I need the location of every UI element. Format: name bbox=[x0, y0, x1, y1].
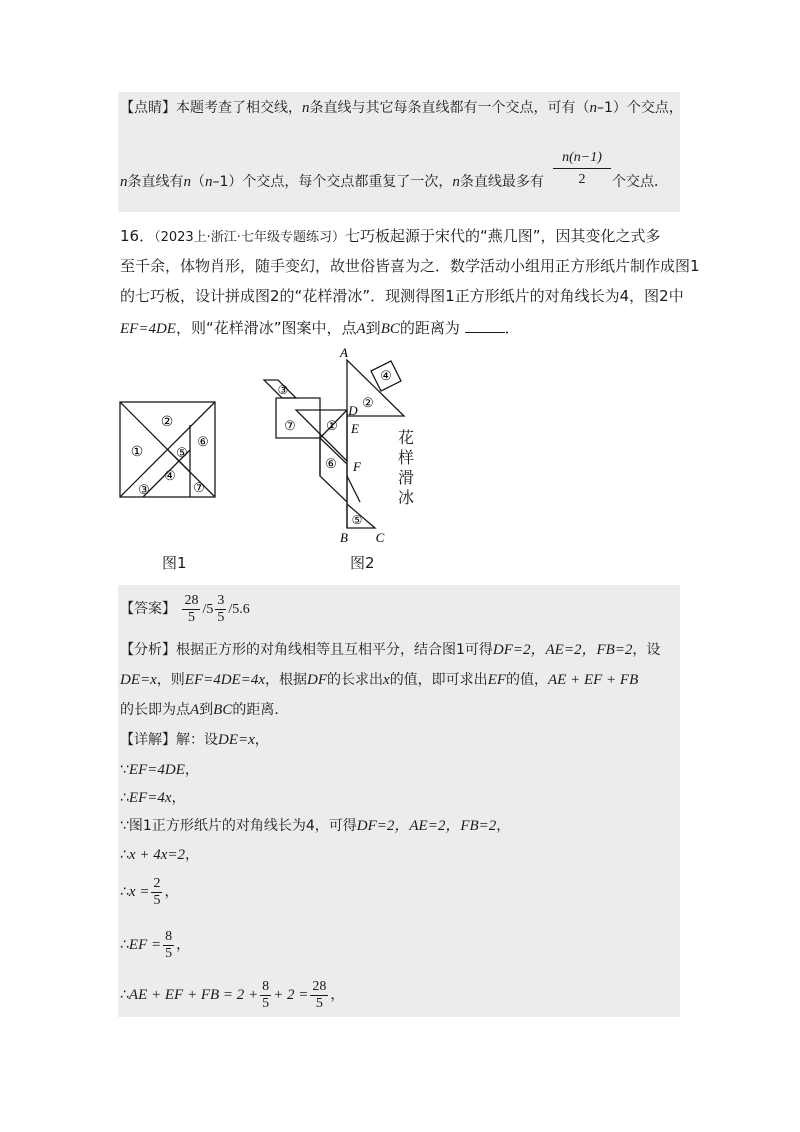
fig2-label-1: ① bbox=[326, 418, 338, 433]
question-line-3: 的七巧板，设计拼成图2的“花样滑冰”．现测得图1正方形纸片的对角线长为4，图2中 bbox=[120, 287, 684, 305]
comment-fraction: n(n−1) 2 bbox=[553, 150, 611, 188]
detail-frac-sum-1: $\frac{8}{5}$ bbox=[262, 978, 270, 1011]
fig2-point-d: D bbox=[348, 403, 358, 418]
fig2-title: 花 样 滑 冰 bbox=[397, 428, 414, 507]
fig1-label-1: ① bbox=[130, 445, 144, 460]
fig2-point-f: F bbox=[353, 459, 361, 474]
analysis-line-2: DE=x，则EF=4DE=4x，根据DF的长求出x的值，即可求出EF的值，AE + EF + FB bbox=[120, 672, 639, 688]
answer-fraction: $\frac{28}{5}$ bbox=[184, 592, 199, 625]
fig2-label-7: ⑦ bbox=[284, 418, 296, 433]
fig2-label-2: ② bbox=[362, 395, 374, 410]
fig1-label-6: ⑥ bbox=[197, 434, 209, 449]
question-line-4: EF=4DE，则“花样滑冰”图案中，点A到BC的距离为 ． bbox=[120, 319, 520, 337]
detail-label: 【详解】 bbox=[120, 732, 176, 748]
detail-step-7: ∴AE + EF + FB = 2 + $\frac{8}{5}$ + 2 = $\frac{28}{5}$ ， bbox=[120, 978, 345, 1011]
comment-line-1: 【点睛】本题考查了相交线，n条直线与其它每条直线都有一个交点，可有（n–1）个交点， bbox=[120, 100, 683, 116]
figure-2-caption: 图2 bbox=[350, 554, 375, 572]
comment-label: 【点睛】 bbox=[120, 100, 176, 116]
question-number: 16． bbox=[120, 227, 155, 245]
fig1-label-7: ⑦ bbox=[193, 480, 205, 495]
fig2-point-b: B bbox=[340, 530, 348, 545]
analysis-line-3: 的长即为点A到BC的距离． bbox=[120, 702, 289, 718]
detail-step-3: ∵图1正方形纸片的对角线长为4，可得DF=2，AE=2，FB=2， bbox=[120, 818, 511, 834]
analysis-label: 【分析】 bbox=[120, 642, 176, 658]
answer-line: 【答案】 $\frac{28}{5}$ /5 $\frac{3}{5}$ /5.6 bbox=[120, 592, 250, 625]
fig1-label-3: ③ bbox=[138, 482, 150, 497]
detail-step-4: ∴x + 4x=2， bbox=[120, 847, 199, 863]
analysis-line-1: 【分析】根据正方形的对角线相等且互相平分，结合图1可得DF=2，AE=2，FB=2，设 bbox=[120, 642, 661, 658]
fig2-label-6: ⑥ bbox=[325, 456, 337, 471]
fig2-label-4: ④ bbox=[380, 368, 392, 383]
fig1-label-2: ② bbox=[160, 415, 174, 430]
detail-step-2: ∴EF=4x， bbox=[120, 790, 186, 806]
figure-1 bbox=[118, 400, 218, 500]
answer-label: 【答案】 bbox=[120, 601, 176, 617]
detail-frac-sum-2: $\frac{28}{5}$ bbox=[312, 978, 327, 1011]
detail-step-5: ∴x = $\frac{2}{5}$ ， bbox=[120, 875, 179, 908]
fig1-label-4: ④ bbox=[164, 468, 176, 483]
comment-line-2-end: 个交点． bbox=[612, 174, 668, 190]
fig2-point-c: C bbox=[375, 530, 385, 545]
question-line-1: 16．（2023上·浙江·七年级专题练习）七巧板起源于宋代的“燕几图”，因其变化之式多 bbox=[120, 227, 661, 245]
fig2-point-e: E bbox=[351, 421, 359, 436]
answer-mixed-fraction: $\frac{3}{5}$ bbox=[217, 592, 225, 625]
detail-step-1: ∵EF=4DE， bbox=[120, 762, 199, 778]
detail-step-6: ∴EF = $\frac{8}{5}$ ， bbox=[120, 928, 191, 961]
fig2-label-5: ⑤ bbox=[351, 513, 363, 527]
question-source: （2023上·浙江·七年级专题练习） bbox=[154, 230, 345, 245]
comment-line-2: n条直线有n（n–1）个交点，每个交点都重复了一次，n条直线最多有 bbox=[120, 174, 544, 190]
figure-1-caption: 图1 bbox=[162, 554, 187, 572]
detail-frac-ef: $\frac{8}{5}$ bbox=[165, 928, 173, 961]
fig2-point-a: A bbox=[340, 345, 348, 360]
answer-blank[interactable] bbox=[465, 318, 505, 333]
question-line-2: 至千余，体物肖形，随手变幻，故世俗皆喜为之．数学活动小组用正方形纸片制作成图1 bbox=[120, 257, 700, 275]
fig1-label-5: ⑤ bbox=[176, 445, 188, 460]
detail-intro: 【详解】解：设DE=x， bbox=[120, 732, 269, 748]
detail-frac-x: $\frac{2}{5}$ bbox=[153, 875, 161, 908]
fig2-label-3: ③ bbox=[277, 383, 289, 397]
